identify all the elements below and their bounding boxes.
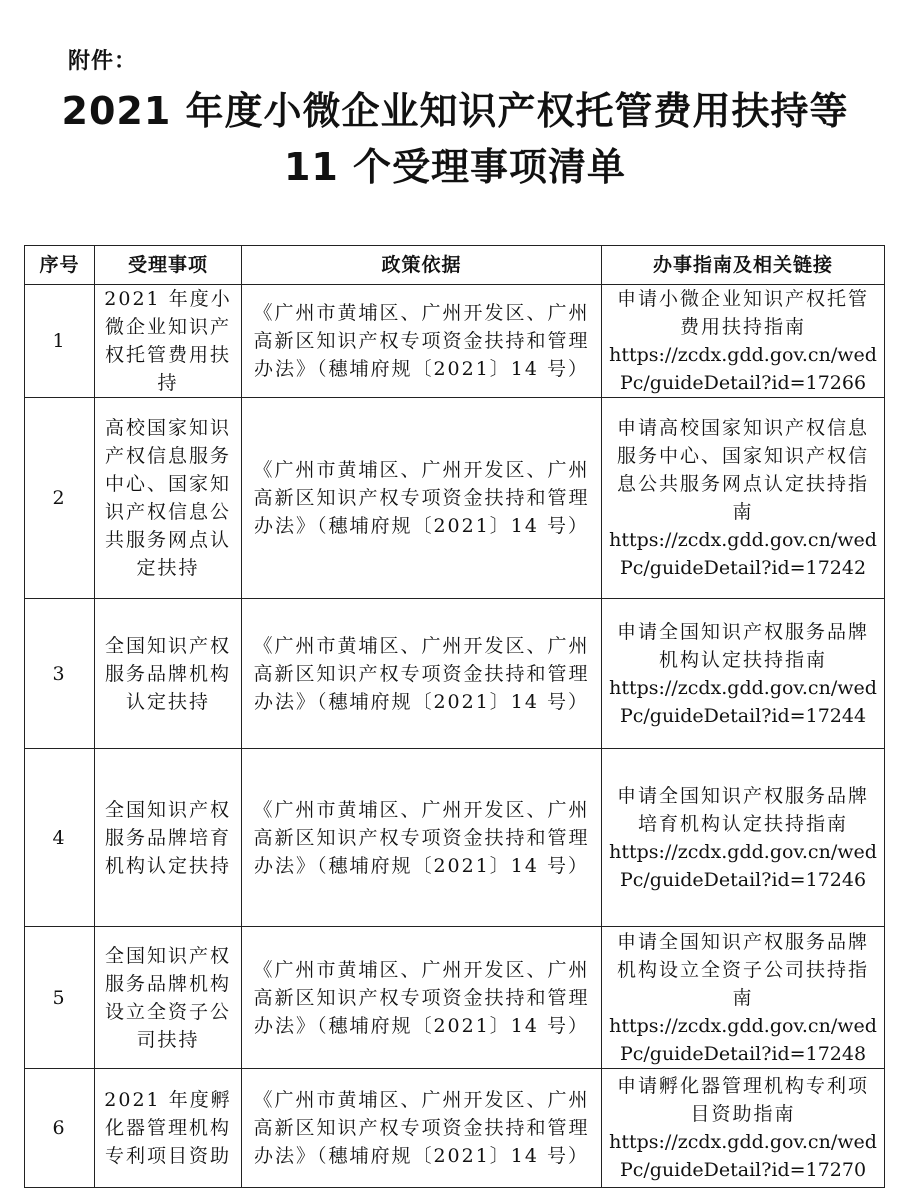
table-row	[25, 749, 885, 927]
guide-name: 申请孵化器管理机构专利项目资助指南	[616, 1075, 869, 1125]
header-serial-number: 序号	[25, 246, 95, 285]
guide-link[interactable]: https://zcdx.gdd.gov.cn/wedPc/guideDetail?id=17242	[609, 529, 877, 579]
row-guide	[602, 927, 885, 1069]
document-title-line-2: 11 个受理事项清单	[283, 145, 627, 189]
guide-name: 申请全国知识产权服务品牌培育机构认定扶持指南	[616, 784, 869, 835]
row-guide	[602, 749, 885, 927]
header-policy-basis: 政策依据	[242, 246, 602, 285]
row-item: 全国知识产权服务品牌培育机构认定扶持	[95, 749, 242, 927]
table-row	[25, 1069, 885, 1188]
document-title-line-1: 2021 年度小微企业知识产权托管费用扶持等	[61, 89, 849, 133]
table-row	[25, 285, 885, 398]
row-number: 2	[25, 398, 95, 599]
guide-link[interactable]: https://zcdx.gdd.gov.cn/wedPc/guideDetail?id=17270	[609, 1131, 877, 1181]
row-policy: 《广州市黄埔区、广州开发区、广州高新区知识产权专项资金扶持和管理办法》（穗埔府规〔2021〕14 号）	[242, 749, 602, 927]
row-item: 高校国家知识产权信息服务中心、国家知识产权信息公共服务网点认定扶持	[95, 398, 242, 599]
table-header-row	[25, 246, 885, 285]
guide-name: 申请高校国家知识产权信息服务中心、国家知识产权信息公共服务网点认定扶持指南	[616, 417, 869, 523]
row-item: 2021 年度孵化器管理机构专利项目资助	[95, 1069, 242, 1188]
guide-link[interactable]: https://zcdx.gdd.gov.cn/wedPc/guideDetail?id=17266	[609, 344, 877, 394]
row-policy: 《广州市黄埔区、广州开发区、广州高新区知识产权专项资金扶持和管理办法》（穗埔府规〔2021〕14 号）	[242, 927, 602, 1069]
table-row	[25, 599, 885, 749]
guide-link[interactable]: https://zcdx.gdd.gov.cn/wedPc/guideDetail?id=17244	[609, 676, 877, 727]
row-number: 5	[25, 927, 95, 1069]
row-guide	[602, 1069, 885, 1188]
guide-name: 申请全国知识产权服务品牌机构认定扶持指南	[616, 620, 869, 671]
row-policy: 《广州市黄埔区、广州开发区、广州高新区知识产权专项资金扶持和管理办法》（穗埔府规〔2021〕14 号）	[242, 285, 602, 398]
row-number: 1	[25, 285, 95, 398]
guide-name: 申请小微企业知识产权托管费用扶持指南	[616, 288, 869, 338]
items-table	[24, 245, 885, 1188]
row-policy: 《广州市黄埔区、广州开发区、广州高新区知识产权专项资金扶持和管理办法》（穗埔府规〔2021〕14 号）	[242, 1069, 602, 1188]
row-number: 6	[25, 1069, 95, 1188]
row-item: 2021 年度小微企业知识产权托管费用扶持	[95, 285, 242, 398]
row-number: 4	[25, 749, 95, 927]
guide-name: 申请全国知识产权服务品牌机构设立全资子公司扶持指南	[616, 930, 869, 1009]
header-item: 受理事项	[95, 246, 242, 285]
row-item: 全国知识产权服务品牌机构认定扶持	[95, 599, 242, 749]
guide-link[interactable]: https://zcdx.gdd.gov.cn/wedPc/guideDetail?id=17248	[609, 1014, 877, 1065]
guide-link[interactable]: https://zcdx.gdd.gov.cn/wedPc/guideDetail?id=17246	[609, 840, 877, 891]
row-item: 全国知识产权服务品牌机构设立全资子公司扶持	[95, 927, 242, 1069]
row-guide	[602, 285, 885, 398]
row-guide	[602, 599, 885, 749]
row-policy: 《广州市黄埔区、广州开发区、广州高新区知识产权专项资金扶持和管理办法》（穗埔府规〔2021〕14 号）	[242, 599, 602, 749]
header-guide-link: 办事指南及相关链接	[602, 246, 885, 285]
row-number: 3	[25, 599, 95, 749]
table-row	[25, 927, 885, 1069]
attachment-label: 附件：	[68, 49, 138, 74]
row-policy: 《广州市黄埔区、广州开发区、广州高新区知识产权专项资金扶持和管理办法》（穗埔府规〔2021〕14 号）	[242, 398, 602, 599]
table-row	[25, 398, 885, 599]
row-guide	[602, 398, 885, 599]
